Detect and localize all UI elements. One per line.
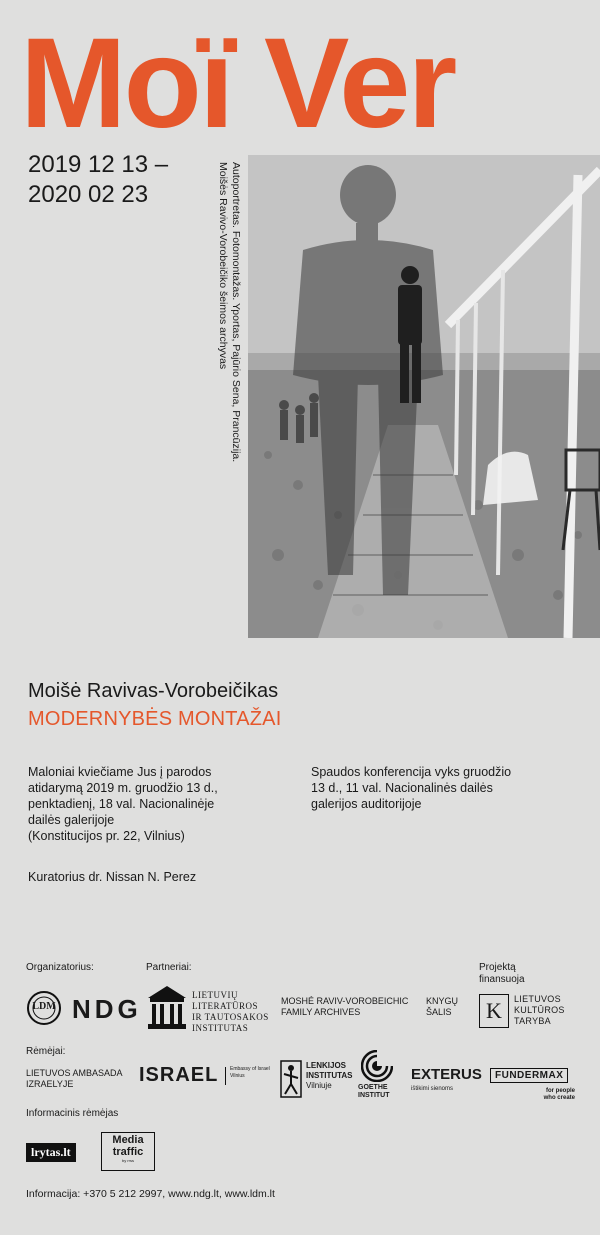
israel-embassy-text [230, 1066, 270, 1080]
exhibition-subtitle: MODERNYBĖS MONTAŽAI [28, 708, 282, 730]
date-end: 2020 02 23 [28, 181, 149, 208]
invitation-line: atidarymą 2019 m. gruodžio 13 d., [28, 781, 218, 795]
israel-embassy-line: Vilnius [230, 1073, 245, 1079]
polish-institute-figure-icon [280, 1060, 302, 1098]
date-start: 2019 12 13 – [28, 151, 169, 178]
funding-label-line: Projektą [479, 962, 516, 973]
goethe-institut-icon [361, 1050, 393, 1082]
partners-label: Partneriai: [146, 962, 192, 973]
press-line: 13 d., 11 val. Nacionalinės dailės [311, 781, 493, 795]
goethe-line: INSTITUT [358, 1092, 390, 1099]
polish-institute-line: INSTITUTAS [306, 1071, 353, 1080]
ldm-logo-text: LDM [32, 1001, 56, 1012]
funding-label [479, 962, 525, 986]
photo-caption [214, 162, 242, 632]
invitation-line: (Konstitucijos pr. 22, Vilnius) [28, 829, 185, 843]
invitation-line: penktadienį, 18 val. Nacionalinėje [28, 797, 215, 811]
israel-logo-divider [225, 1067, 226, 1085]
llti-line: LITERATŪROS [192, 1001, 258, 1011]
llti-line: LIETUVIŲ [192, 990, 238, 1000]
knygu-salis-line: KNYGŲ [426, 996, 459, 1006]
media-traffic-line: traffic [112, 1146, 144, 1158]
media-traffic-line: Media [112, 1134, 144, 1146]
artist-name: Moišė Ravivas-Vorobeičikas [28, 680, 279, 702]
llti-line: INSTITUTAS [192, 1023, 249, 1033]
llti-line: IR TAUTOSAKOS [192, 1012, 269, 1022]
kulturos-taryba-line: LIETUVOS [514, 994, 561, 1004]
goethe-institut-logo-text [358, 1084, 390, 1100]
fundermax-tagline [535, 1088, 575, 1102]
media-traffic-tagline: by rrss [122, 1158, 134, 1163]
llti-logo-text [192, 990, 269, 1034]
polish-institute-line: LENKIJOS [306, 1061, 347, 1070]
polish-institute-line: Vilniuje [306, 1081, 332, 1090]
ldm-logo [26, 990, 62, 1026]
organizers-label: Organizatorius: [26, 962, 94, 973]
embassy-line: IZRAELYJE [26, 1079, 74, 1089]
footer-contact-info: Informacija: +370 5 212 2997, www.ndg.lt, www.ldm.lt [26, 1188, 275, 1200]
invitation-text [28, 764, 298, 844]
embassy-line: LIETUVOS AMBASADA [26, 1068, 123, 1078]
caption-line-1: Autoportretas. Fotomontažas. Yportas, Pajūrio Sena, Prancūzija. [230, 162, 242, 463]
family-archives-logo [281, 996, 408, 1018]
israel-embassy-line: Embassy of Israel [230, 1066, 270, 1072]
fundermax-logo: FUNDERMAX [490, 1068, 568, 1083]
israel-logo: ISRAEL [139, 1064, 219, 1086]
kulturos-taryba-line: KULTŪROS [514, 1005, 565, 1015]
ndg-logo: NDG [72, 994, 142, 1024]
kulturos-taryba-line: TARYBA [514, 1016, 551, 1026]
press-line: Spaudos konferencija vyks gruodžio [311, 765, 512, 779]
media-traffic-logo [101, 1132, 155, 1171]
exterus-logo: EXTERUS [411, 1066, 482, 1083]
exhibition-name-title: Moï Ver [20, 12, 455, 155]
fundermax-tagline-line: for people [545, 1088, 575, 1094]
embassy-logo [26, 1068, 123, 1090]
invitation-line: Maloniai kviečiame Jus į parodos [28, 765, 212, 779]
kulturos-taryba-k-icon: K [479, 994, 509, 1028]
knygu-salis-logo [426, 996, 458, 1018]
media-sponsor-label: Informacinis rėmėjas [26, 1108, 119, 1119]
family-archives-line: FAMILY ARCHIVES [281, 1007, 361, 1017]
photomontage-image [248, 155, 600, 638]
polish-institute-logo-text [306, 1061, 353, 1091]
press-conference-text [311, 764, 581, 812]
lrytas-logo: lrytas.lt [26, 1143, 76, 1162]
press-line: galerijos auditorijoje [311, 797, 422, 811]
funding-label-line: finansuoja [479, 974, 525, 985]
goethe-line: GOETHE [358, 1084, 388, 1091]
llti-building-icon [146, 984, 188, 1030]
curator-text: Kuratorius dr. Nissan N. Perez [28, 870, 197, 884]
fundermax-tagline-line: who create [543, 1095, 575, 1101]
exterus-tagline: ištikimi sienoms [411, 1086, 454, 1092]
photomontage-illustration [248, 155, 600, 638]
caption-line-2: Moišės Ravivo-Vorobeičiko šeimos archyvas [217, 162, 229, 370]
kulturos-taryba-logo-text [514, 994, 565, 1027]
sponsors-label: Rėmėjai: [26, 1046, 66, 1057]
knygu-salis-line: ŠALIS [426, 1007, 452, 1017]
family-archives-line: MOSHÉ RAVIV-VOROBEICHIC [281, 996, 409, 1006]
invitation-line: dailės galerijoje [28, 813, 115, 827]
